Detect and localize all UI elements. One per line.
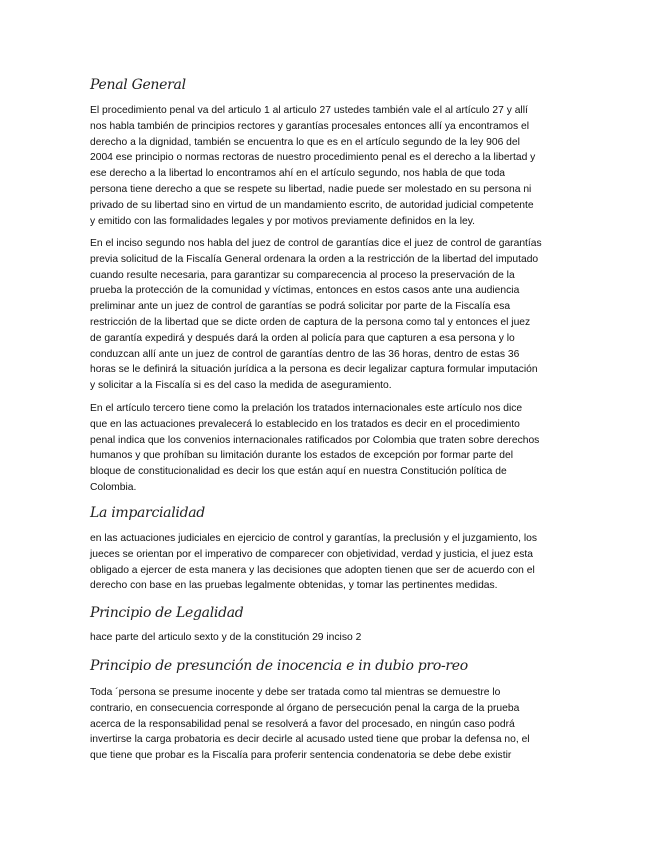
paragraph	[90, 630, 570, 646]
text-line: horas se le definirá la situación jurídica a la persona es decir legalizar captura formular imputación	[90, 364, 538, 376]
text-line: 2004 ese principio o normas rectoras de nuestro procedimiento penal es el derecho a la libertad y	[90, 152, 536, 164]
text-line: ese derecho a la libertad lo encontramos ahí en el artículo segundo, nos habla de que toda	[90, 168, 506, 180]
text-line: privado de su libertad sino en virtud de un mandamiento escrito, de autoridad judicial competente	[90, 199, 534, 211]
paragraph	[90, 236, 570, 394]
text-line: nos habla también de principios rectores y garantías procesales entonces allí ya encontramos el	[90, 120, 530, 132]
text-line: invertirse la carga probatoria es decir decirle al acusado usted tiene que probar la defensa no, el	[90, 734, 530, 746]
text-line: persona tiene derecho a que se respete su libertad, nadie puede ser molestado en su persona ni	[90, 183, 532, 195]
text-line: previa solicitud de la Fiscalía General ordenara la orden a la restricción de la libertad del imputado	[90, 253, 539, 265]
text-line: y emitido con las formalidades legales y por motivos previamente definidos en la ley.	[90, 215, 475, 227]
text-line: humanos y que prohíban su limitación durante los estados de excepción por formar parte del	[90, 450, 513, 462]
text-line: obligado a ejercer de esta manera y las decisiones que adopten tienen que ser de acuerdo con el	[90, 564, 535, 576]
text-line: que tiene que probar es la Fiscalía para proferir sentencia condenatoria se debe debe existir	[90, 750, 512, 762]
section-heading-presuncion-inocencia: Principio de presunción de inocencia e in dubio pro-reo	[90, 658, 468, 674]
text-line: derecho con base en las pruebas legalmente obtenidas, y tomar las pertinentes medidas.	[90, 580, 498, 592]
text-line: y solicitar a la Fiscalía si es del caso la medida de aseguramiento.	[90, 380, 392, 392]
text-line: restricción de la libertad que se dicte orden de captura de la persona como tal y entonces el juez	[90, 316, 531, 328]
text-line: en las actuaciones judiciales en ejercicio de control y garantías, la preclusión y el juzgamiento, los	[90, 533, 538, 544]
paragraph	[90, 685, 570, 764]
text-line: hace parte del articulo sexto y de la constitución 29 inciso 2	[90, 632, 362, 643]
text-line: contrario, en consecuencia corresponde al órgano de persecución penal la carga de la prueba	[90, 702, 520, 714]
text-line: derecho a la dignidad, también se encuentra lo que es en el artículo segundo de la ley 906 del	[90, 136, 520, 148]
text-line: En el inciso segundo nos habla del juez de control de garantías dice el juez de control de garantías	[90, 238, 542, 249]
text-line: prueba la protección de la comunidad y víctimas, entonces en estos casos ante una audiencia	[90, 285, 520, 297]
paragraph	[90, 401, 570, 496]
text-line: acerca de la responsabilidad penal se resolverá a favor del procesado, en ningún caso podrá	[90, 718, 515, 730]
text-line: conduzcan allí ante un juez de control de garantías dentro de las 36 horas, dentro de estas 36	[90, 348, 520, 360]
text-line: Colombia.	[90, 481, 137, 493]
text-line: bloque de constitucionalidad es decir los que están aquí en nuestra Constitución política de	[90, 466, 507, 478]
paragraph	[90, 531, 570, 594]
text-line: de garantía expedirá y después dará la orden al policía para que capturen a esa persona y lo	[90, 332, 515, 344]
text-line: Toda ´persona se presume inocente y debe ser tratada como tal mientras se demuestre lo	[90, 687, 501, 698]
paragraph	[90, 103, 570, 229]
text-line: cuando resulte necesaria, para garantizar su comparecencia al proceso la preservación de la	[90, 269, 515, 281]
section-heading-imparcialidad: La imparcialidad	[90, 505, 205, 521]
text-line: que en las actuaciones prevalecerá lo establecido en los tratados es decir en el procedimiento	[90, 418, 520, 430]
text-line: En el artículo tercero tiene como la prelación los tratados internacionales este artículo nos dice	[90, 403, 523, 414]
text-line: El procedimiento penal va del articulo 1 al articulo 27 ustedes también vale el al artículo 27 y allí	[90, 105, 528, 116]
text-line: penal indica que los convenios internacionales ratificados por Colombia que traten sobre derechos	[90, 434, 540, 446]
text-line: preliminar ante un juez de control de garantías se podrá solicitar por parte de la Fiscalía esa	[90, 301, 511, 313]
section-heading-legalidad: Principio de Legalidad	[90, 605, 244, 621]
text-line: jueces se orientan por el imperativo de comparecer con objetividad, verdad y justicia, el juez esta	[90, 548, 534, 560]
section-heading-penal-general: Penal General	[90, 77, 186, 93]
